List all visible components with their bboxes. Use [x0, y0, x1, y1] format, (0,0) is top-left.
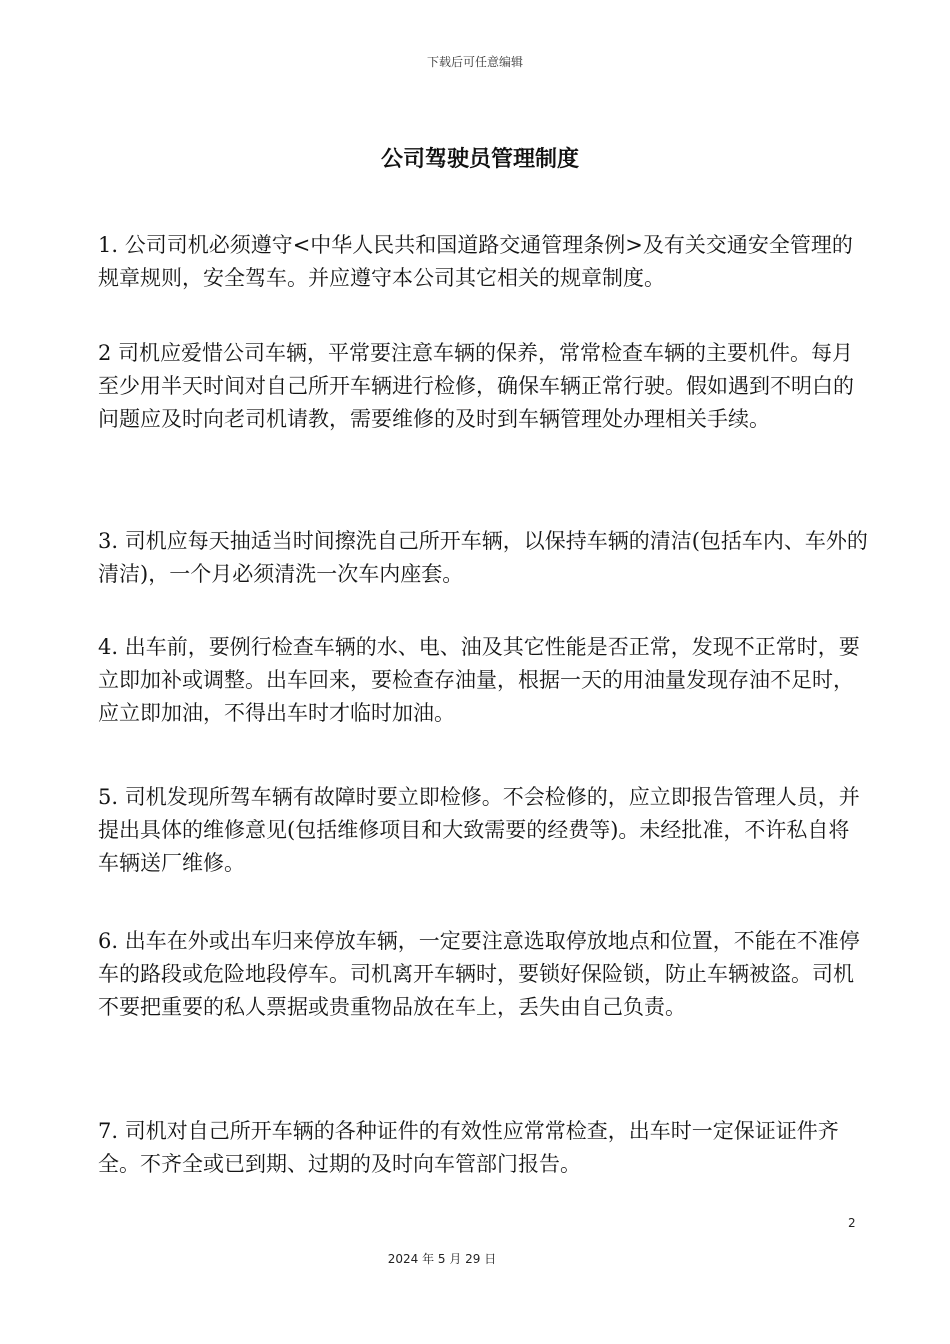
page-number: 2 [848, 1216, 856, 1230]
paragraph-7: 7. 司机对自己所开车辆的各种证件的有效性应常常检查，出车时一定保证证件齐全。不齐全或已到期、过期的及时向车管部门报告。 [98, 1119, 839, 1176]
paragraph-6: 6. 出车在外或出车归来停放车辆，一定要注意选取停放地点和位置，不能在不准停车的路段或危险地段停车。司机离开车辆时，要锁好保险锁，防止车辆被盗。司机不要把重要的私人票据或贵重物品放在车上，丢失由自己负责。 [98, 929, 860, 1019]
header-note: 下载后可任意编辑 [426, 55, 523, 69]
paragraph-1: 1. 公司司机必须遵守<中华人民共和国道路交通管理条例>及有关交通安全管理的规章规则，安全驾车。并应遵守本公司其它相关的规章制度。 [98, 233, 853, 290]
paragraph-4: 4. 出车前，要例行检查车辆的水、电、油及其它性能是否正常，发现不正常时，要立即加补或调整。出车回来，要检查存油量，根据一天的用油量发现存油不足时，应立即加油，不得出车时才临时加油。 [98, 635, 860, 725]
footer-date: 2024 年 5 月 29 日 [387, 1252, 497, 1266]
paragraph-3: 3. 司机应每天抽适当时间擦洗自己所开车辆，以保持车辆的清洁(包括车内、车外的清洁)，一个月必须清洗一次车内座套。 [98, 529, 868, 586]
paragraph-2: 2 司机应爱惜公司车辆，平常要注意车辆的保养，常常检查车辆的主要机件。每月至少用半天时间对自己所开车辆进行检修，确保车辆正常行驶。假如遇到不明白的问题应及时向老司机请教，需要维修的及时到车辆管理处办理相关手续。 [98, 341, 854, 431]
paragraph-5: 5. 司机发现所驾车辆有故障时要立即检修。不会检修的，应立即报告管理人员，并提出具体的维修意见(包括维修项目和大致需要的经费等)。未经批准，不许私自将车辆送厂维修。 [98, 785, 860, 875]
document-title: 公司驾驶员管理制度 [380, 147, 579, 172]
